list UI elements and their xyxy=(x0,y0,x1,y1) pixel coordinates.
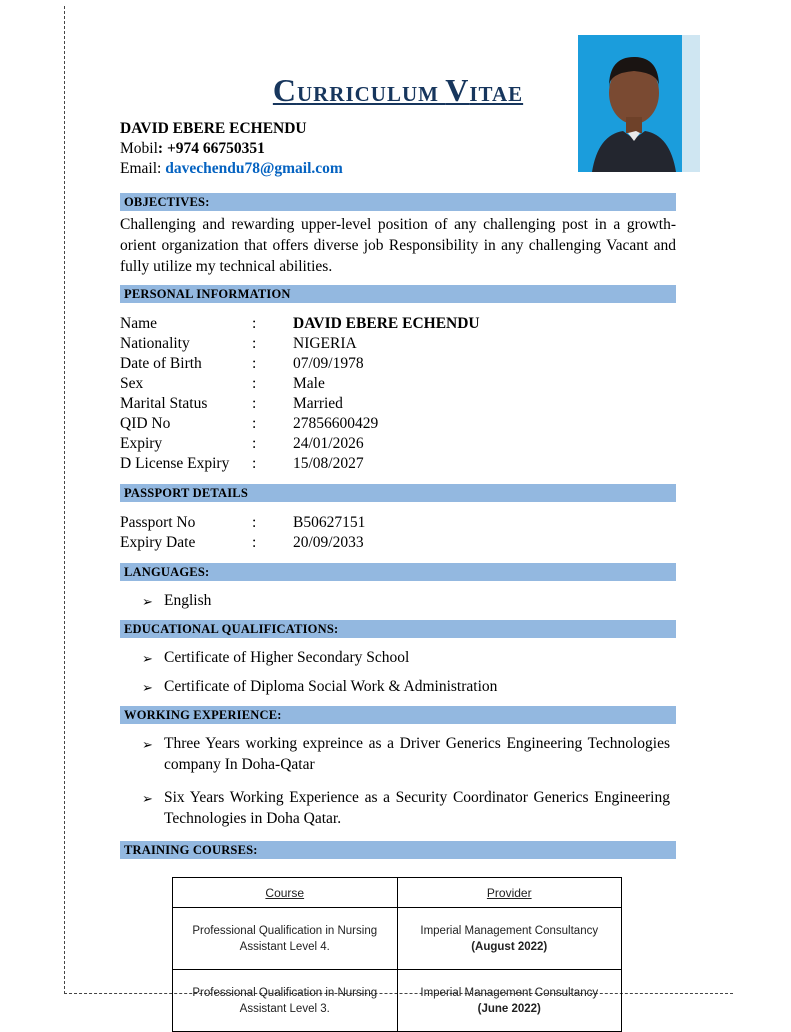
education-item-label: Certificate of Higher Secondary School xyxy=(164,649,410,666)
field-value: DAVID EBERE ECHENDU xyxy=(293,315,480,332)
field-separator: : xyxy=(252,315,257,332)
field-label: Expiry xyxy=(120,435,163,452)
field-separator: : xyxy=(252,534,257,551)
email-link[interactable]: davechendu78@gmail.com xyxy=(165,160,343,177)
course-cell: Professional Qualification in Nursing Assistant Level 3. xyxy=(173,970,398,1032)
provider-cell xyxy=(397,908,622,970)
field-label: Expiry Date xyxy=(120,534,196,551)
title-initial-c: C xyxy=(272,72,297,108)
field-separator: : xyxy=(252,514,257,531)
field-label: D License Expiry xyxy=(120,455,230,472)
title-initial-v: V xyxy=(445,72,470,108)
language-item-label: English xyxy=(164,592,212,609)
field-label: Marital Status xyxy=(120,395,208,412)
section-header-working-experience: WORKING EXPERIENCE: xyxy=(120,706,676,724)
course-cell: Professional Qualification in Nursing Assistant Level 4. xyxy=(173,908,398,970)
personal-row-qid-no xyxy=(120,414,676,434)
experience-item xyxy=(142,733,676,775)
field-value: 15/08/2027 xyxy=(293,455,364,472)
provider-name: Imperial Management Consultancy xyxy=(420,986,599,999)
title-urriculum: URRICULUM xyxy=(296,82,446,106)
provider-date: (June 2022) xyxy=(477,1002,541,1015)
arrow-bullet-icon: ➢ xyxy=(142,737,153,752)
field-separator: : xyxy=(252,455,257,472)
provider-name: Imperial Management Consultancy xyxy=(420,924,599,937)
mobile-number: : +974 66750351 xyxy=(157,140,265,157)
field-label: Name xyxy=(120,315,158,332)
title-itae: ITAE xyxy=(469,82,524,106)
education-item xyxy=(142,647,676,669)
education-item-label: Certificate of Diploma Social Work & Administration xyxy=(164,678,498,695)
personal-row-date-of-birth xyxy=(120,354,676,374)
objectives-text: Challenging and rewarding upper-level position of any challenging post in a growth- orient organization that offers diverse job Responsibility in any challenging Vacant and fully utilize my technical abilities. xyxy=(120,216,676,275)
table-row xyxy=(173,970,622,1032)
field-separator: : xyxy=(252,415,257,432)
section-header-educational-qualifications: EDUCATIONAL QUALIFICATIONS: xyxy=(120,620,676,638)
section-header-training-courses: TRAINING COURSES: xyxy=(120,841,676,859)
field-label: Date of Birth xyxy=(120,355,202,372)
field-label: Sex xyxy=(120,375,144,392)
applicant-name: DAVID EBERE ECHENDU xyxy=(120,120,307,137)
field-value: 27856600429 xyxy=(293,415,379,432)
personal-row-expiry xyxy=(120,434,676,454)
experience-item xyxy=(142,787,676,829)
experience-item-text: Three Years working expreince as a Driver Generics Engineering Technologies company In Doha-Qatar xyxy=(164,735,670,773)
table-row xyxy=(173,908,622,970)
arrow-bullet-icon: ➢ xyxy=(142,791,153,806)
personal-row-sex xyxy=(120,374,676,394)
field-separator: : xyxy=(252,375,257,392)
training-courses-table xyxy=(172,877,622,1032)
personal-row-nationality xyxy=(120,334,676,354)
field-label: Nationality xyxy=(120,335,190,352)
languages-list xyxy=(120,590,676,612)
column-header-provider: Provider xyxy=(397,878,622,908)
field-value: NIGERIA xyxy=(293,335,357,352)
field-separator: : xyxy=(252,335,257,352)
field-value: 24/01/2026 xyxy=(293,435,364,452)
mobile-line xyxy=(120,139,676,159)
field-separator: : xyxy=(252,435,257,452)
section-header-objectives: OBJECTIVES: xyxy=(120,193,676,211)
personal-row-name xyxy=(120,314,676,334)
passport-row-passport-no xyxy=(120,513,676,533)
email-label: Email: xyxy=(120,160,166,177)
email-line xyxy=(120,159,676,179)
arrow-bullet-icon: ➢ xyxy=(142,651,153,666)
field-separator: : xyxy=(252,395,257,412)
experience-item-text: Six Years Working Experience as a Security Coordinator Generics Engineering Technologies in Doha Qatar. xyxy=(164,789,670,827)
section-header-languages: LANGUAGES: xyxy=(120,563,676,581)
arrow-bullet-icon: ➢ xyxy=(142,594,153,609)
personal-row-marital-status xyxy=(120,394,676,414)
page-title xyxy=(120,72,676,109)
column-header-course: Course xyxy=(173,878,398,908)
field-label: QID No xyxy=(120,415,171,432)
passport-details-rows xyxy=(120,513,676,553)
arrow-bullet-icon: ➢ xyxy=(142,680,153,695)
page-left-dashed-border xyxy=(64,6,65,994)
education-item xyxy=(142,676,676,698)
section-header-personal-information: PERSONAL INFORMATION xyxy=(120,285,676,303)
provider-date: (August 2022) xyxy=(471,940,548,953)
field-label: Passport No xyxy=(120,514,196,531)
section-header-passport-details: PASSPORT DETAILS xyxy=(120,484,676,502)
provider-cell xyxy=(397,970,622,1032)
experience-list xyxy=(120,733,676,829)
mobile-label: Mobil xyxy=(120,140,158,157)
field-value: Married xyxy=(293,395,343,412)
field-value: B50627151 xyxy=(293,514,366,531)
field-separator: : xyxy=(252,355,257,372)
field-value: 07/09/1978 xyxy=(293,355,364,372)
passport-row-expiry-date xyxy=(120,533,676,553)
table-header-row xyxy=(173,878,622,908)
personal-row-d-license-expiry xyxy=(120,454,676,474)
personal-information-rows xyxy=(120,314,676,474)
education-list xyxy=(120,647,676,698)
cv-document xyxy=(120,72,676,1032)
field-value: 20/09/2033 xyxy=(293,534,364,551)
language-item xyxy=(142,590,676,612)
field-value: Male xyxy=(293,375,325,392)
